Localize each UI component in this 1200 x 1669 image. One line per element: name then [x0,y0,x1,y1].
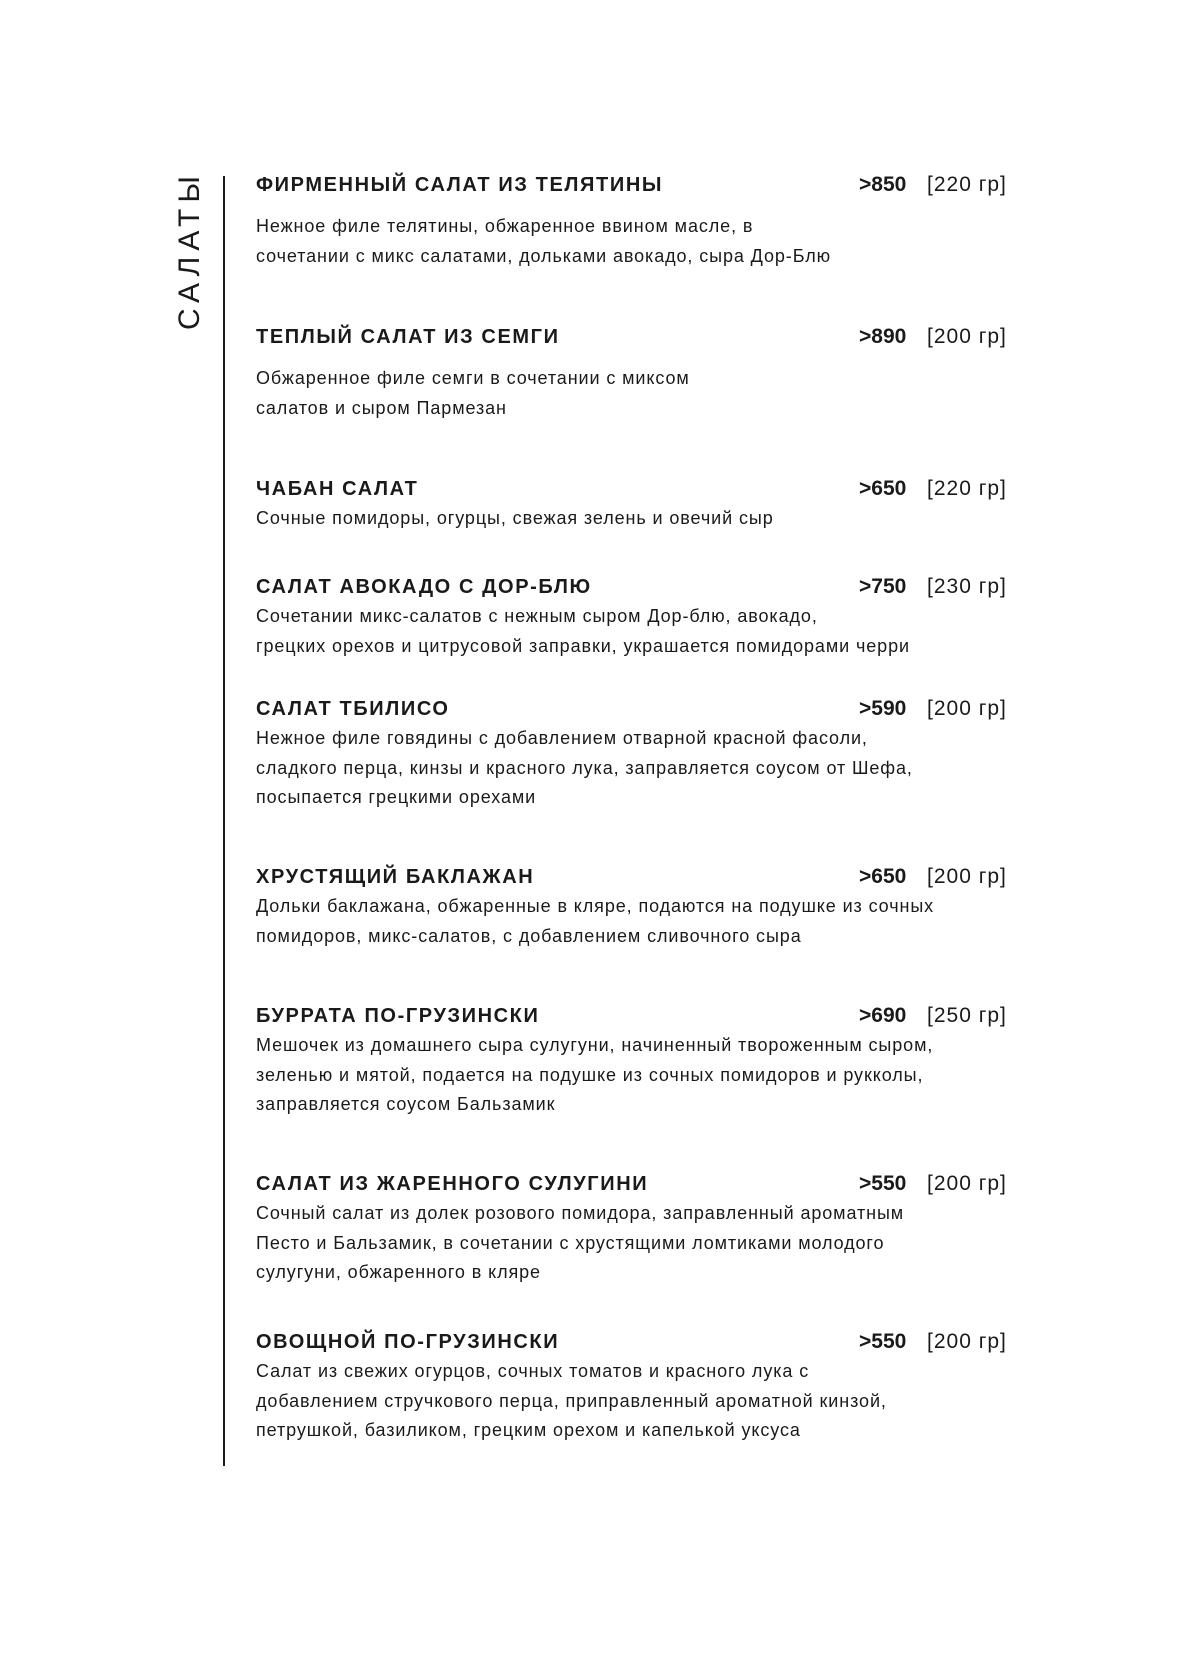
item-weight: [220 гр] [927,477,1007,500]
item-price: >650 [859,865,907,888]
menu-item [256,1001,1016,1120]
item-price: >550 [859,1172,907,1195]
item-description [256,1357,1016,1446]
item-description [256,892,1016,951]
menu-item [256,322,1016,423]
description-line: зеленью и мятой, подается на подушке из сочных помидоров и рукколы, [256,1064,924,1085]
item-price: >890 [859,325,907,348]
item-weight: [200 гр] [927,697,1007,720]
item-description [256,504,1016,534]
description-line: заправляется соусом Бальзамик [256,1094,556,1114]
item-description [256,212,1016,271]
menu-item [256,572,1016,661]
description-line: Сочный салат из долек розового помидора, заправленный ароматным [256,1203,905,1223]
item-name: ЧАБАН САЛАТ [256,478,419,500]
item-weight: [220 гр] [927,173,1007,196]
item-weight: [200 гр] [927,325,1007,348]
item-weight: [230 гр] [927,575,1007,598]
menu-item [256,170,1016,271]
item-description [256,1199,1016,1288]
description-line: салатов и сыром Пармезан [256,397,507,418]
item-description [256,364,1016,423]
menu-list [256,0,1016,1669]
description-line: Сочетании микс-салатов с нежным сыром Дор-блю, авокадо, [256,606,818,626]
description-line: Мешочек из домашнего сыра сулугуни, начиненный твороженным сыром, [256,1035,934,1055]
item-weight: [200 гр] [927,865,1007,888]
description-line: Нежное филе телятины, обжаренное ввином масле, в [256,216,754,236]
item-name: ТЕПЛЫЙ САЛАТ ИЗ СЕМГИ [256,326,560,348]
menu-item [256,694,1016,813]
description-line: грецких орехов и цитрусовой заправки, украшается помидорами черри [256,635,910,656]
item-name: ФИРМЕННЫЙ САЛАТ ИЗ ТЕЛЯТИНЫ [256,174,664,196]
description-line: сладкого перца, кинзы и красного лука, заправляется соусом от Шефа, [256,757,913,778]
description-line: петрушкой, базиликом, грецким орехом и капелькой уксуса [256,1420,801,1440]
item-weight: [200 гр] [927,1172,1007,1195]
description-line: Дольки баклажана, обжаренные в кляре, подаются на подушке из сочных [256,896,935,916]
description-line: Нежное филе говядины с добавлением отварной красной фасоли, [256,728,868,748]
description-line: Песто и Бальзамик, в сочетании с хрустящими ломтиками молодого [256,1232,885,1253]
item-description [256,1031,1016,1120]
item-name: ХРУСТЯЩИЙ БАКЛАЖАН [256,866,535,888]
item-description [256,602,1016,661]
item-description [256,724,1016,813]
description-line: Обжаренное филе семги в сочетании с миксом [256,368,690,388]
item-price: >690 [859,1004,907,1027]
item-price: >590 [859,697,907,720]
item-name: БУРРАТА ПО-ГРУЗИНСКИ [256,1005,540,1027]
item-name: САЛАТ АВОКАДО С ДОР-БЛЮ [256,576,592,598]
description-line: Сочные помидоры, огурцы, свежая зелень и овечий сыр [256,508,774,528]
item-name: САЛАТ ИЗ ЖАРЕННОГО СУЛУГИНИ [256,1173,649,1195]
menu-item [256,474,1016,534]
menu-item [256,1169,1016,1288]
description-line: посыпается грецкими орехами [256,787,537,807]
item-price: >650 [859,477,907,500]
description-line: помидоров, микс-салатов, с добавлением сливочного сыра [256,925,802,946]
item-price: >850 [859,173,907,196]
menu-item [256,1327,1016,1446]
item-weight: [200 гр] [927,1330,1007,1353]
section-divider [223,176,225,1466]
item-price: >550 [859,1330,907,1353]
description-line: сочетании с микс салатами, дольками авокадо, сыра Дор-Блю [256,245,832,266]
description-line: Салат из свежих огурцов, сочных томатов и красного лука с [256,1361,810,1381]
description-line: добавлением стручкового перца, приправленный ароматной кинзой, [256,1390,887,1411]
item-weight: [250 гр] [927,1004,1007,1027]
menu-item [256,862,1016,951]
section-title: САЛАТЫ [173,170,206,330]
item-name: САЛАТ ТБИЛИСО [256,698,450,720]
item-name: ОВОЩНОЙ ПО-ГРУЗИНСКИ [256,1331,560,1353]
description-line: сулугуни, обжаренного в кляре [256,1262,541,1282]
item-price: >750 [859,575,907,598]
